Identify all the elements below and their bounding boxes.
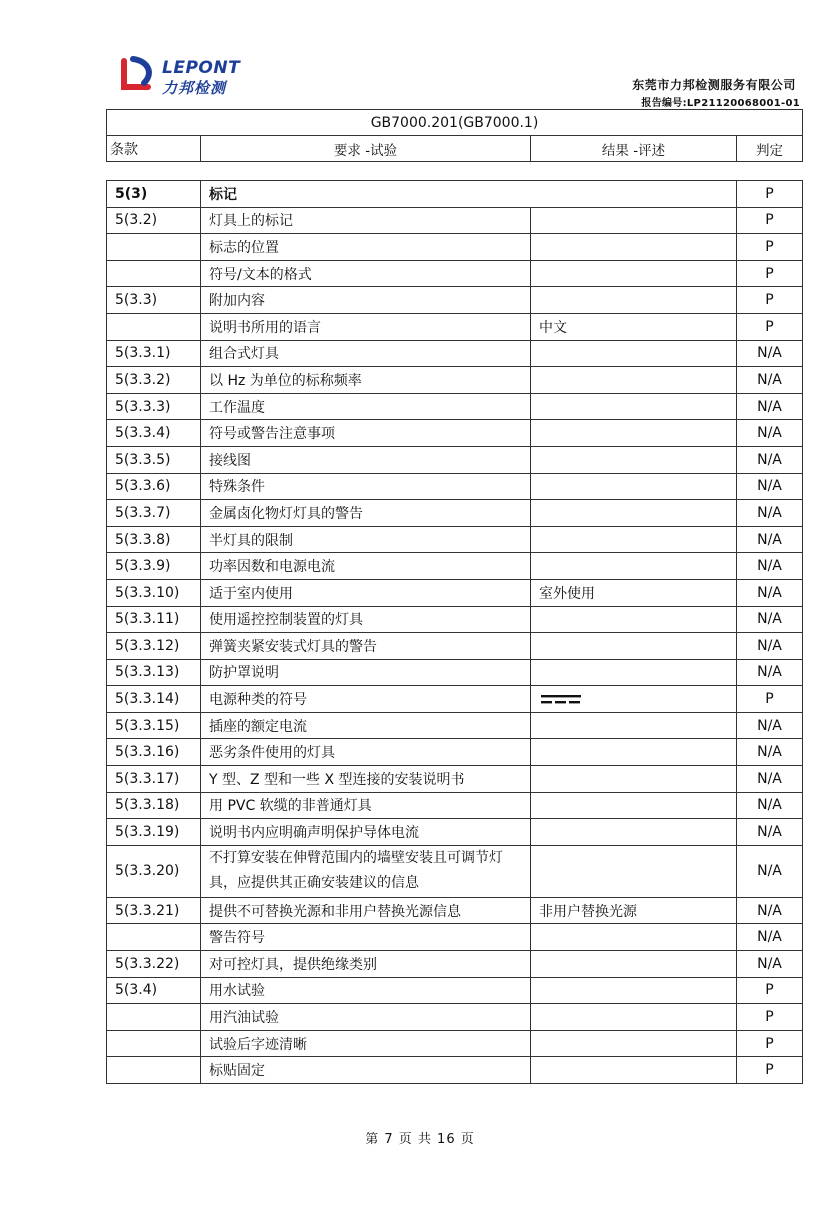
row-clause [107,1057,201,1084]
row-clause: 5(3.3.4) [107,420,201,447]
row-requirement: 说明书所用的语言 [201,313,531,340]
row-verdict: N/A [737,924,803,951]
table-row [107,473,803,500]
row-requirement: 附加内容 [201,287,531,314]
row-verdict: N/A [737,897,803,924]
row-result [531,845,737,897]
row-requirement: 防护罩说明 [201,659,531,686]
row-requirement: 组合式灯具 [201,340,531,367]
row-requirement: 功率因数和电源电流 [201,553,531,580]
row-requirement: 说明书内应明确声明保护导体电流 [201,819,531,846]
row-verdict: P [737,977,803,1004]
row-clause: 5(3.3.15) [107,712,201,739]
column-header-requirement: 要求 -试验 [201,136,531,162]
table-row [107,977,803,1004]
row-clause [107,313,201,340]
row-verdict: N/A [737,766,803,793]
row-requirement: 用 PVC 软缆的非普通灯具 [201,792,531,819]
row-requirement: 用汽油试验 [201,1004,531,1031]
row-requirement: 电源种类的符号 [201,686,531,713]
table-row [107,792,803,819]
row-clause: 5(3.3) [107,287,201,314]
row-clause: 5(3.3.9) [107,553,201,580]
row-verdict: N/A [737,446,803,473]
table-row [107,526,803,553]
row-clause: 5(3.3.7) [107,500,201,527]
row-clause [107,1004,201,1031]
row-clause: 5(3.4) [107,977,201,1004]
logo-text: LEPONT [162,58,241,78]
row-result [531,287,737,314]
row-result [531,686,737,713]
row-requirement: 适于室内使用 [201,579,531,606]
row-verdict: P [737,234,803,261]
row-verdict: P [737,1030,803,1057]
row-result [531,473,737,500]
row-requirement: 使用遥控控制装置的灯具 [201,606,531,633]
row-result: 室外使用 [531,579,737,606]
column-header-clause: 条款 [107,136,201,162]
row-result: 中文 [531,313,737,340]
table-row [107,313,803,340]
row-clause: 5(3.3.14) [107,686,201,713]
row-verdict: N/A [737,420,803,447]
row-result [531,1030,737,1057]
row-result [531,766,737,793]
row-verdict: N/A [737,792,803,819]
section-verdict: P [737,181,803,208]
table-row [107,287,803,314]
row-verdict: N/A [737,500,803,527]
row-result [531,367,737,394]
row-clause: 5(3.2) [107,207,201,234]
table-row [107,819,803,846]
row-verdict: P [737,1057,803,1084]
company-logo [118,55,263,99]
row-verdict: P [737,260,803,287]
row-requirement: 用水试验 [201,977,531,1004]
row-result [531,420,737,447]
table-row [107,606,803,633]
row-requirement: 符号或警告注意事项 [201,420,531,447]
table-row [107,686,803,713]
table-row [107,659,803,686]
row-clause: 5(3.3.5) [107,446,201,473]
row-result [531,951,737,978]
clause-table [106,180,803,1084]
table-row [107,367,803,394]
row-clause: 5(3.3.21) [107,897,201,924]
row-clause: 5(3.3.13) [107,659,201,686]
row-requirement: 以 Hz 为单位的标称频率 [201,367,531,394]
row-clause: 5(3.3.2) [107,367,201,394]
row-verdict: N/A [737,739,803,766]
row-clause: 5(3.3.10) [107,579,201,606]
row-verdict: N/A [737,579,803,606]
row-verdict: N/A [737,659,803,686]
row-requirement: 工作温度 [201,393,531,420]
company-name: 东莞市力邦检测服务有限公司 [632,78,796,92]
table-row [107,446,803,473]
section-row [107,181,803,208]
row-requirement: 插座的额定电流 [201,712,531,739]
table-row [107,340,803,367]
row-result [531,553,737,580]
page-number: 第 7 页 共 16 页 [365,1132,475,1147]
row-clause [107,234,201,261]
row-clause: 5(3.3.18) [107,792,201,819]
row-result [531,526,737,553]
lepont-logo-icon [118,55,158,95]
table-row [107,766,803,793]
row-verdict: P [737,313,803,340]
row-verdict: N/A [737,951,803,978]
row-clause: 5(3.3.16) [107,739,201,766]
table-row [107,951,803,978]
row-result [531,924,737,951]
section-clause: 5(3) [107,181,201,208]
row-verdict: N/A [737,712,803,739]
row-verdict: N/A [737,473,803,500]
row-result [531,234,737,261]
row-clause: 5(3.3.22) [107,951,201,978]
row-requirement: 符号/文本的格式 [201,260,531,287]
row-result [531,977,737,1004]
table-row [107,420,803,447]
row-requirement: 金属卤化物灯灯具的警告 [201,500,531,527]
row-result [531,260,737,287]
row-clause: 5(3.3.19) [107,819,201,846]
row-result [531,446,737,473]
table-row [107,500,803,527]
row-result: 非用户替换光源 [531,897,737,924]
logo-chinese-text: 力邦检测 [162,79,227,97]
row-requirement: 警告符号 [201,924,531,951]
row-clause [107,924,201,951]
row-clause: 5(3.3.12) [107,633,201,660]
table-header [106,109,803,162]
section-title: 标记 [201,181,737,208]
row-requirement: 提供不可替换光源和非用户替换光源信息 [201,897,531,924]
table-row [107,897,803,924]
row-verdict: N/A [737,393,803,420]
row-verdict: P [737,287,803,314]
row-requirement: 接线图 [201,446,531,473]
row-verdict: P [737,207,803,234]
row-requirement: 标贴固定 [201,1057,531,1084]
row-clause: 5(3.3.3) [107,393,201,420]
report-number: 报告编号:LP21120068001-01 [641,98,800,109]
row-result [531,340,737,367]
table-row [107,553,803,580]
table-row [107,1004,803,1031]
row-verdict: N/A [737,845,803,897]
row-clause [107,1030,201,1057]
row-requirement: 试验后字迹清晰 [201,1030,531,1057]
row-verdict: N/A [737,340,803,367]
row-result [531,739,737,766]
row-verdict: P [737,686,803,713]
row-clause: 5(3.3.1) [107,340,201,367]
dc-symbol-icon [539,692,583,706]
row-result [531,207,737,234]
row-result [531,393,737,420]
row-requirement: Y 型、Z 型和一些 X 型连接的安装说明书 [201,766,531,793]
row-requirement: 半灯具的限制 [201,526,531,553]
row-requirement: 不打算安装在伸臂范围内的墙壁安装且可调节灯具，应提供其正确安装建议的信息 [201,845,531,897]
row-clause: 5(3.3.17) [107,766,201,793]
row-requirement: 标志的位置 [201,234,531,261]
row-verdict: P [737,1004,803,1031]
row-verdict: N/A [737,553,803,580]
table-row [107,1057,803,1084]
row-verdict: N/A [737,526,803,553]
row-requirement: 特殊条件 [201,473,531,500]
row-result [531,819,737,846]
row-requirement: 灯具上的标记 [201,207,531,234]
row-clause: 5(3.3.8) [107,526,201,553]
table-row [107,845,803,897]
row-result [531,606,737,633]
table-row [107,739,803,766]
row-verdict: N/A [737,633,803,660]
row-requirement: 对可控灯具，提供绝缘类别 [201,951,531,978]
table-row [107,1030,803,1057]
row-clause [107,260,201,287]
row-result [531,1004,737,1031]
row-verdict: N/A [737,367,803,394]
row-clause: 5(3.3.6) [107,473,201,500]
column-header-verdict: 判定 [737,136,803,162]
row-clause: 5(3.3.20) [107,845,201,897]
table-row [107,633,803,660]
row-result [531,1057,737,1084]
row-result [531,792,737,819]
row-verdict: N/A [737,606,803,633]
row-verdict: N/A [737,819,803,846]
table-row [107,393,803,420]
row-result [531,633,737,660]
row-requirement: 恶劣条件使用的灯具 [201,739,531,766]
row-result [531,712,737,739]
table-row [107,234,803,261]
row-clause: 5(3.3.11) [107,606,201,633]
table-row [107,924,803,951]
table-row [107,207,803,234]
table-row [107,579,803,606]
row-requirement: 弹簧夹紧安装式灯具的警告 [201,633,531,660]
row-result [531,659,737,686]
standard-title: GB7000.201(GB7000.1) [107,110,803,136]
column-header-result: 结果 -评述 [531,136,737,162]
row-result [531,500,737,527]
table-row [107,260,803,287]
table-row [107,712,803,739]
